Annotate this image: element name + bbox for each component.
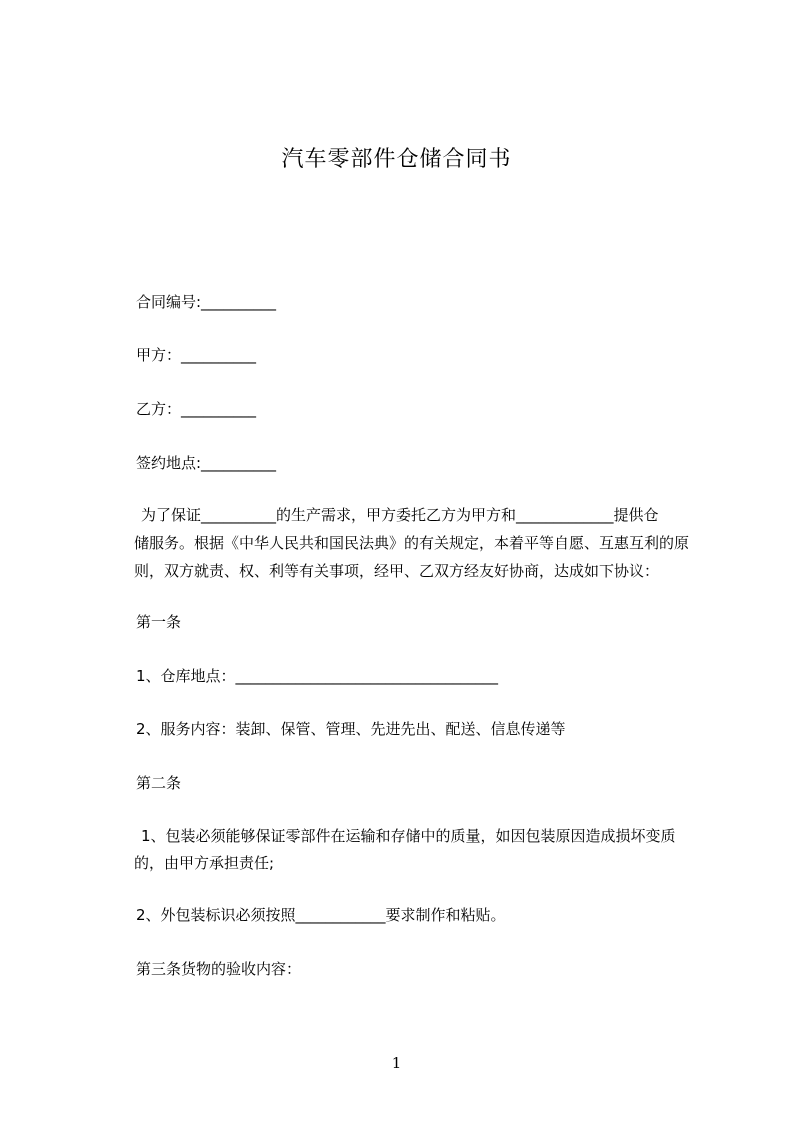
intro-paragraph-line-2: 储服务。根据《中华人民共和国民法典》的有关规定，本着平等自愿、互惠互利的原 [134, 534, 690, 552]
article-2-item-2: 2、外包装标识必须按照____________要求制作和粘贴。 [136, 906, 506, 924]
signing-place-field: 签约地点:__________ [136, 454, 277, 472]
article-2-item-1-line-1: 1、包装必须能够保证零部件在运输和存储中的质量，如因包装原因造成损坏变质 [141, 827, 676, 845]
article-1-item-1: 1、仓库地点：___________________________________ [136, 667, 499, 685]
intro-paragraph-line-1: 为了保证__________的生产需求，甲方委托乙方为甲方和_____________提供仓 [141, 506, 659, 524]
party-a-field: 甲方：__________ [136, 346, 257, 364]
article-1-heading: 第一条 [136, 613, 182, 631]
article-2-heading: 第二条 [136, 774, 182, 792]
party-b-field: 乙方：__________ [136, 400, 257, 418]
page-number: 1 [391, 1054, 402, 1072]
article-2-item-1-line-2: 的，由甲方承担责任; [134, 854, 275, 872]
contract-number-field: 合同编号:__________ [136, 293, 277, 311]
article-1-item-2: 2、服务内容：装卸、保管、管理、先进先出、配送、信息传递等 [136, 720, 566, 738]
intro-paragraph-line-3: 则，双方就责、权、利等有关事项，经甲、乙双方经友好协商，达成如下协议： [134, 562, 660, 580]
document-title: 汽车零部件仓储合同书 [281, 147, 512, 172]
article-3-heading: 第三条货物的验收内容： [136, 960, 302, 978]
